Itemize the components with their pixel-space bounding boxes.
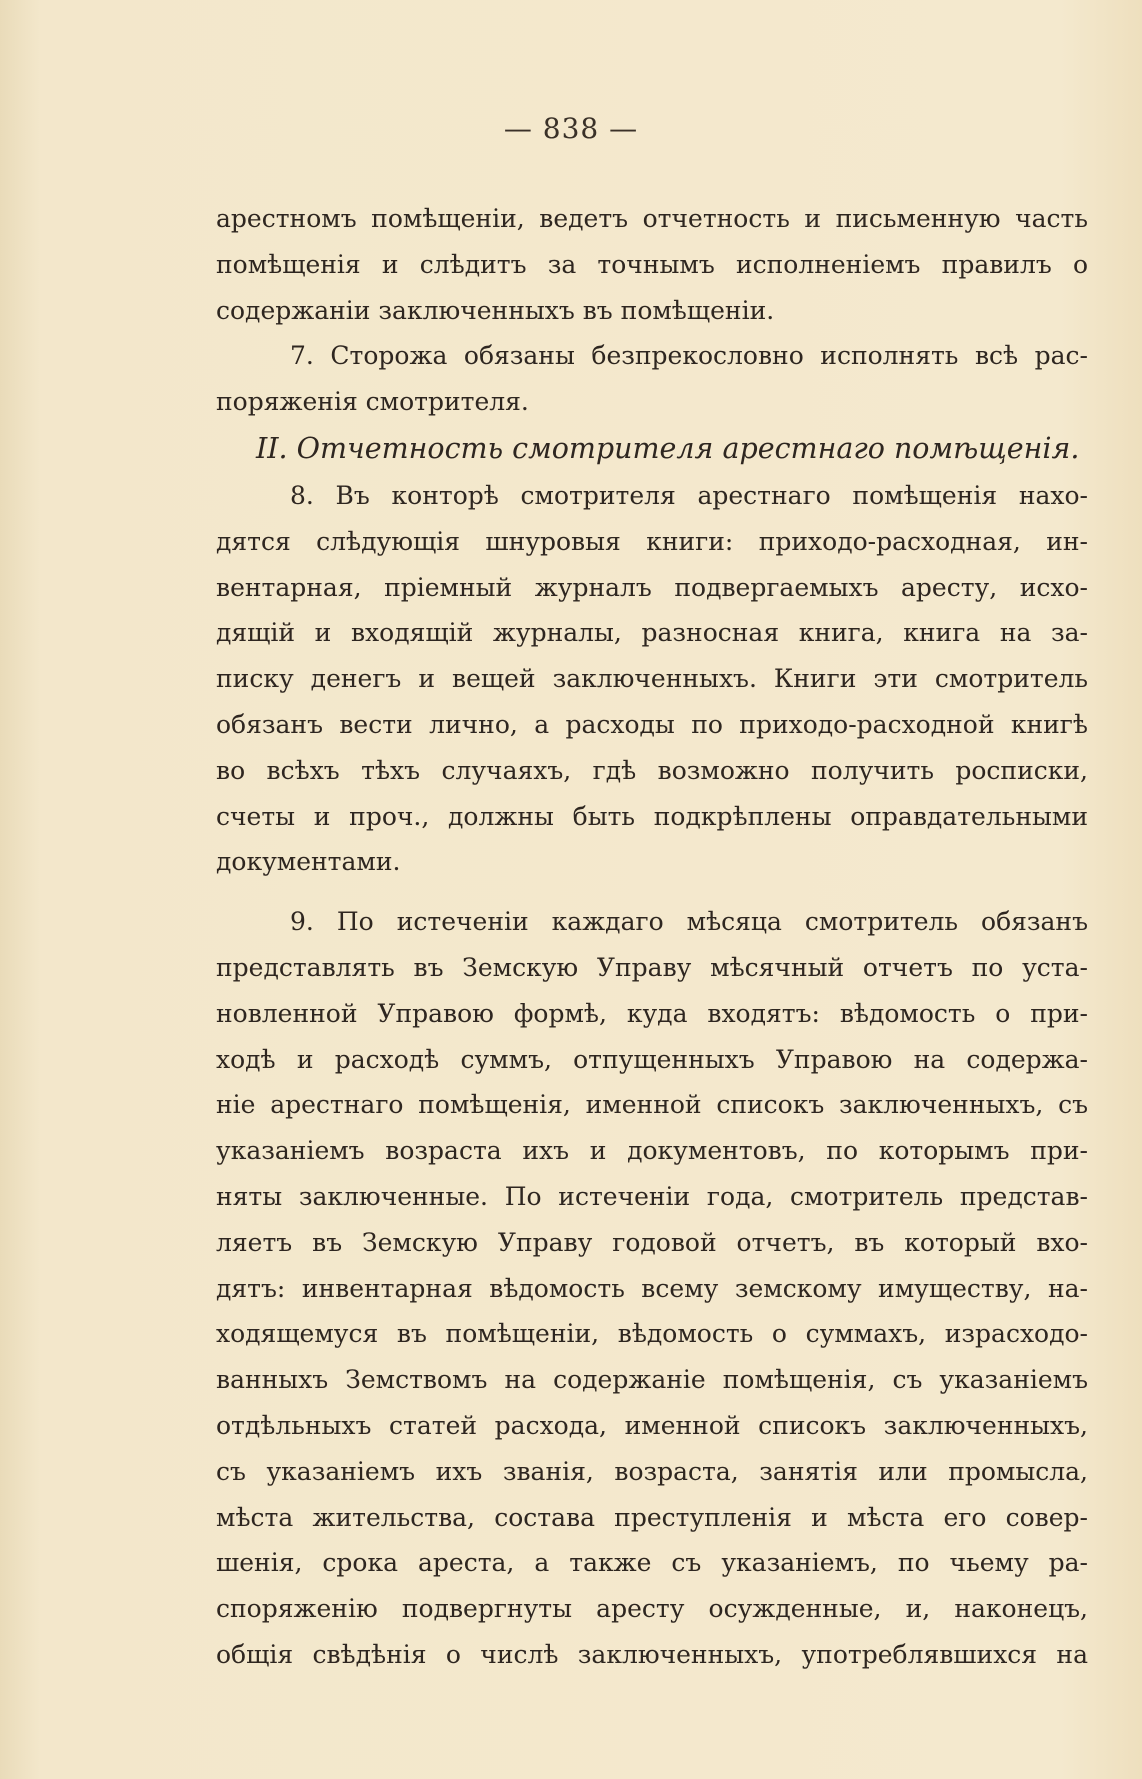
- text-line: во всѣхъ тѣхъ случаяхъ, гдѣ возможно получить росписки,: [216, 755, 1088, 785]
- text-line: писку денегъ и вещей заключенныхъ. Книги эти смотритель: [216, 664, 1088, 694]
- text-line: представлять въ Земскую Управу мѣсячный отчетъ по уста-: [216, 952, 1088, 982]
- text-line: 9. По истеченіи каждаго мѣсяца смотритель обязанъ: [290, 907, 1088, 937]
- text-line: ляетъ въ Земскую Управу годовой отчетъ, въ который вхо-: [216, 1227, 1088, 1257]
- text-line: обязанъ вести лично, а расходы по приходо-расходной книгѣ: [216, 709, 1088, 739]
- text-line: помѣщенія и слѣдитъ за точнымъ исполненіемъ правилъ о: [216, 249, 1088, 279]
- text-line: споряженію подвергнуты аресту осужденные, и, наконецъ,: [216, 1594, 1088, 1624]
- page-number: — 838 —: [503, 112, 639, 145]
- text-line: новленной Управою формѣ, куда входятъ: вѣдомость о при-: [216, 998, 1088, 1028]
- text-line: съ указаніемъ ихъ званія, возраста, занятія или промысла,: [216, 1456, 1088, 1486]
- text-line: ніе арестнаго помѣщенія, именной списокъ заключенныхъ, съ: [216, 1090, 1088, 1120]
- text-line: вентарная, пріемный журналъ подвергаемыхъ аресту, исхо-: [216, 572, 1088, 602]
- section-heading: II. Отчетность смотрителя арестнаго помѣщенія.: [256, 431, 1080, 465]
- text-line: дятся слѣдующія шнуровыя книги: приходо-расходная, ин-: [216, 526, 1088, 556]
- text-line: счеты и проч., должны быть подкрѣплены оправдательными: [216, 801, 1088, 831]
- text-line: ходящемуся въ помѣщеніи, вѣдомость о суммахъ, израсходо-: [216, 1319, 1088, 1349]
- text-line: содержаніи заключенныхъ въ помѣщеніи.: [216, 295, 775, 325]
- text-line: няты заключенные. По истеченіи года, смотритель представ-: [216, 1181, 1088, 1211]
- text-line: указаніемъ возраста ихъ и документовъ, по которымъ при-: [216, 1136, 1088, 1166]
- text-line: дящій и входящій журналы, разносная книга, книга на за-: [216, 618, 1088, 648]
- text-line: документами.: [216, 847, 401, 877]
- text-line: 7. Сторожа обязаны безпрекословно исполнять всѣ рас-: [290, 341, 1088, 371]
- text-line: шенія, срока ареста, а также съ указаніемъ, по чьему ра-: [216, 1548, 1088, 1578]
- text-line: общія свѣдѣнія о числѣ заключенныхъ, употреблявшихся на: [216, 1639, 1088, 1669]
- text-line: дятъ: инвентарная вѣдомость всему земскому имуществу, на-: [216, 1273, 1088, 1303]
- paragraph-gap: [216, 885, 1088, 899]
- text-line: поряженія смотрителя.: [216, 387, 529, 417]
- page-text: [216, 196, 1088, 1678]
- text-line: арестномъ помѣщеніи, ведетъ отчетность и письменную часть: [216, 204, 1088, 233]
- text-line: 8. Въ конторѣ смотрителя арестнаго помѣщенія нахо-: [290, 480, 1088, 510]
- text-line: ходѣ и расходѣ суммъ, отпущенныхъ Управою на содержа-: [216, 1044, 1088, 1074]
- text-line: ванныхъ Земствомъ на содержаніе помѣщенія, съ указаніемъ: [216, 1365, 1088, 1395]
- text-line: мѣста жительства, состава преступленія и мѣста его совер-: [216, 1502, 1088, 1532]
- text-line: отдѣльныхъ статей расхода, именной списокъ заключенныхъ,: [216, 1410, 1088, 1440]
